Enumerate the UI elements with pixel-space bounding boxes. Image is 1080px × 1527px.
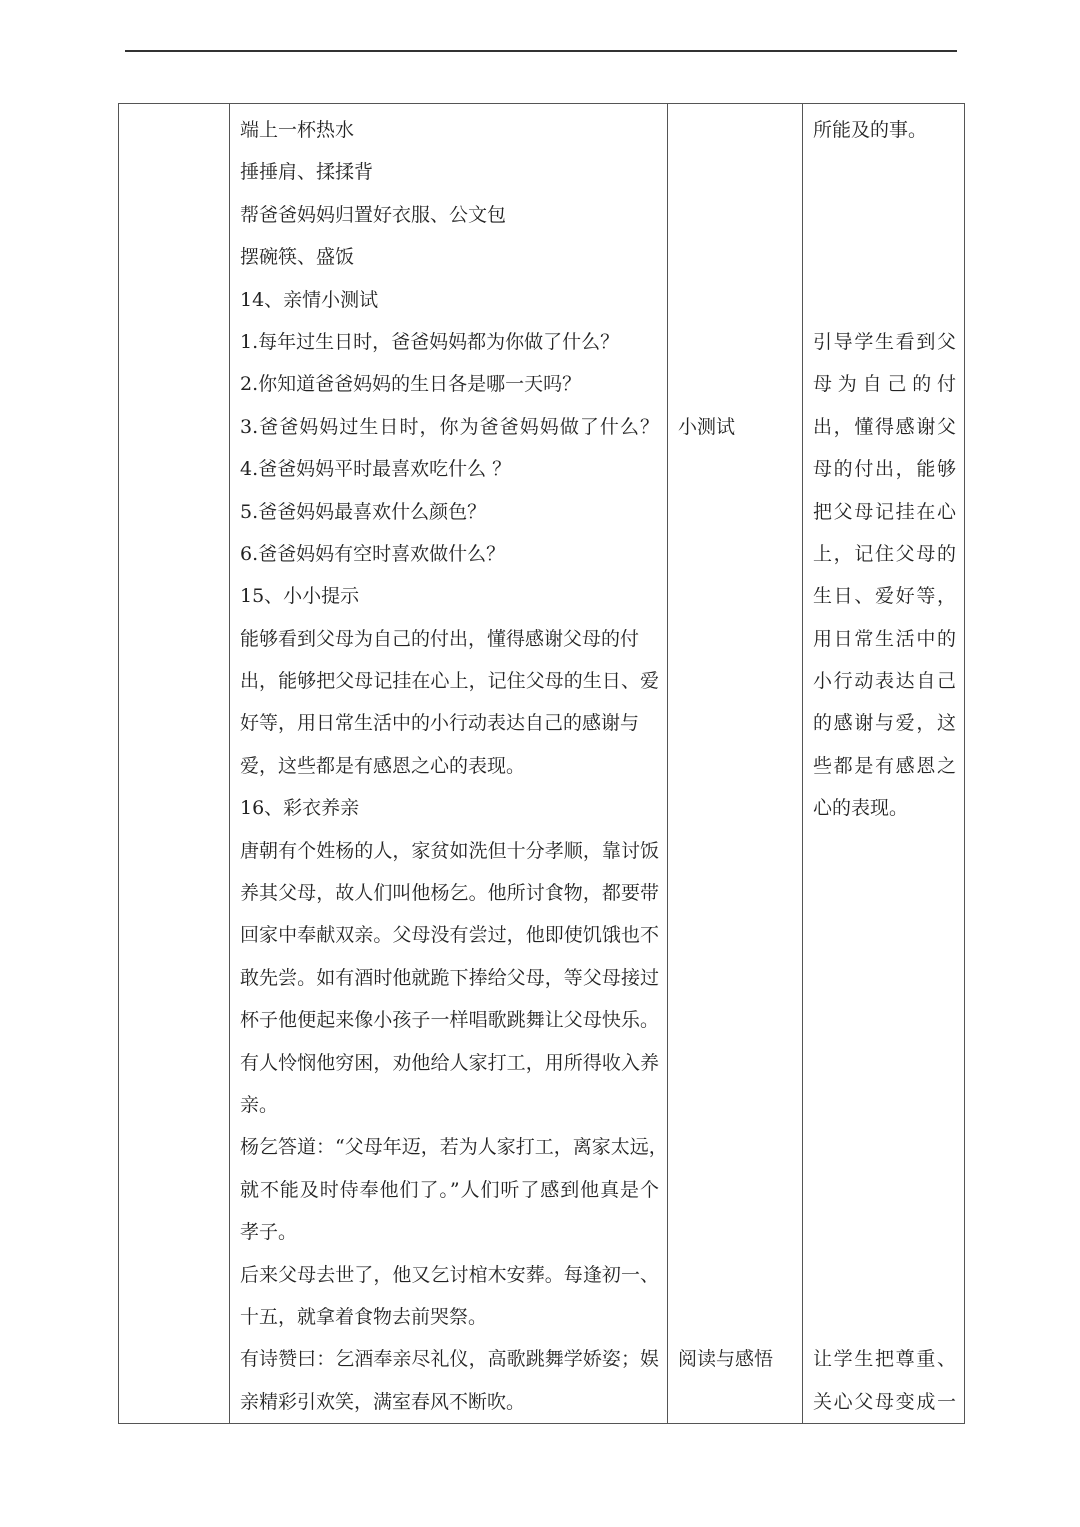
activity-line: 养其父母，故人们叫他杨乞。他所讨食物，都要带 (240, 882, 659, 905)
goal-line: 些都是有感恩之 (813, 754, 956, 777)
activity-line: 16、彩衣养亲 (240, 797, 360, 820)
activity-line: 好等，用日常生活中的小行动表达自己的感谢与 (240, 712, 640, 735)
activity-line: 杯子他便起来像小孩子一样唱歌跳舞让父母快乐。 (240, 1009, 659, 1032)
activity-lines (230, 104, 667, 1423)
goal-line: 用日常生活中的 (813, 627, 956, 650)
lesson-plan-table (118, 103, 965, 1424)
goal-line: 小行动表达自己 (813, 670, 956, 693)
quiz-goal (813, 321, 956, 830)
activity-line: 亲精彩引欢笑，满室春风不断吹。 (240, 1390, 526, 1413)
method-quiz: 小测试 (678, 415, 736, 438)
activity-line: 爱，这些都是有感恩之心的表现。 (240, 754, 526, 777)
activity-line: 有人怜悯他穷困，劝他给人家打工，用所得收入养 (240, 1051, 659, 1074)
activity-line: 捶捶肩、揉揉背 (240, 161, 374, 184)
activity-line: 敢先尝。如有酒时他就跪下捧给父母，等父母接过 (240, 966, 659, 989)
goal-line: 出，懂得感谢父 (813, 415, 956, 438)
goal-line: 母为自己的付 (813, 373, 956, 396)
activity-line: 孝子。 (240, 1221, 298, 1244)
goal-line: 引导学生看到父 (813, 330, 956, 353)
activity-line: 杨乞答道：“父母年迈，若为人家打工，离家太远， (240, 1136, 668, 1159)
activity-line: 6.爸爸妈妈有空时喜欢做什么？ (240, 542, 506, 565)
goal-line: 母的付出，能够 (813, 458, 956, 481)
activity-line: 后来父母去世了，他又乞讨棺木安葬。每逢初一、 (240, 1263, 659, 1286)
activity-line: 1.每年过生日时，爸爸妈妈都为你做了什么？ (240, 330, 620, 353)
activity-line: 回家中奉献双亲。父母没有尝过，他即使饥饿也不 (240, 924, 659, 947)
activity-line: 十五，就拿着食物去前哭祭。 (240, 1305, 488, 1328)
method-reading: 阅读与感悟 (678, 1348, 774, 1371)
activity-line: 端上一杯热水 (240, 119, 355, 141)
method-cell (668, 104, 803, 1424)
activity-line: 就不能及时侍奉他们了。”人们听了感到他真是个 (240, 1178, 659, 1201)
activity-line: 唐朝有个姓杨的人，家贫如洗但十分孝顺，靠讨饭 (240, 839, 659, 862)
activity-line: 15、小小提示 (240, 585, 360, 608)
goal-line: 上，记住父母的 (813, 542, 956, 565)
goal-line: 让学生把尊重、 (813, 1348, 956, 1371)
activity-line: 3.爸爸妈妈过生日时，你为爸爸妈妈做了什么？ (240, 415, 659, 438)
goal-cell (803, 104, 965, 1424)
activity-line: 14、亲情小测试 (240, 288, 379, 311)
activity-line: 亲。 (240, 1093, 279, 1116)
reading-goal (813, 1338, 956, 1423)
goal-line: 心的表现。 (813, 797, 909, 820)
activity-line: 有诗赞曰：乞酒奉亲尽礼仪，高歌跳舞学娇姿；娱 (240, 1348, 659, 1371)
goal-line: 的感谢与爱，这 (813, 712, 956, 735)
activity-line: 能够看到父母为自己的付出，懂得感谢父母的付 (240, 627, 640, 650)
table-row (119, 104, 965, 1424)
activity-line: 4.爸爸妈妈平时最喜欢吃什么 ？ (240, 458, 512, 481)
header-rule (125, 50, 957, 52)
activity-cell (230, 104, 668, 1424)
activity-line: 出，能够把父母记挂在心上，记住父母的生日、爱 (240, 670, 659, 693)
activity-line: 2.你知道爸爸妈妈的生日各是哪一天吗？ (240, 373, 582, 396)
goal-line: 关心父母变成一 (813, 1390, 956, 1413)
stage-cell (119, 104, 230, 1424)
activity-line: 摆碗筷、盛饭 (240, 246, 355, 269)
goal-prev-tail: 所能及的事。 (813, 119, 928, 141)
activity-line: 5.爸爸妈妈最喜欢什么颜色？ (240, 500, 487, 523)
goal-line: 把父母记挂在心 (813, 500, 956, 523)
goal-line: 生日、爱好等， (813, 585, 956, 608)
activity-line: 帮爸爸妈妈归置好衣服、公文包 (240, 203, 507, 226)
